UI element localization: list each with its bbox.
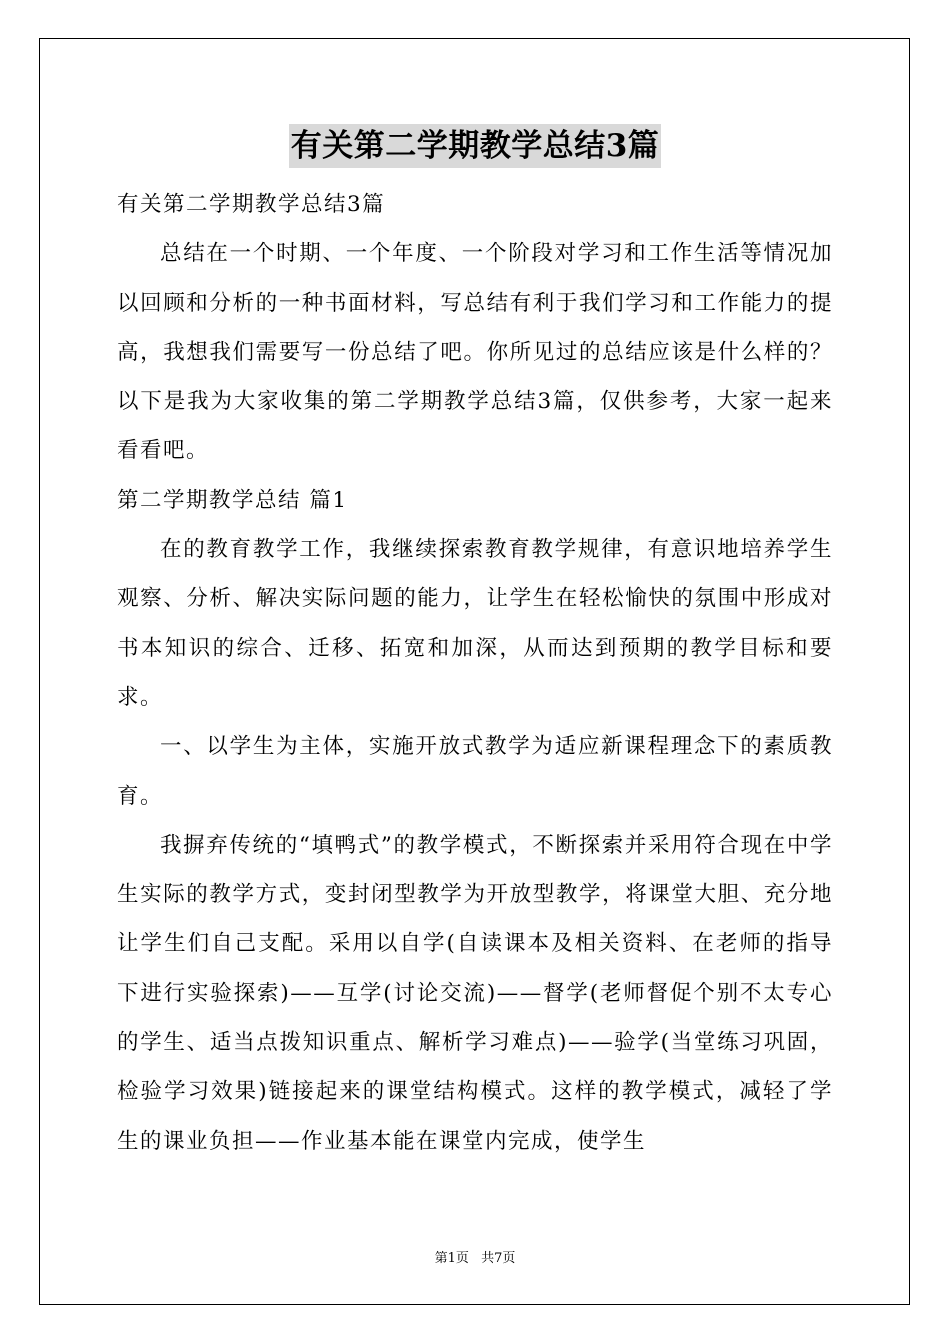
paragraph: 在的教育教学工作，我继续探索教育教学规律，有意识地培养学生观察、分析、解决实际问题的能力，让学生在轻松愉快的氛围中形成对书本知识的综合、迁移、拓宽和加深，从而达到预期的教学目标和要求。	[117, 537, 833, 710]
document-title: 有关第二学期教学总结3篇	[289, 124, 662, 168]
page-number: 第1页	[434, 1251, 469, 1266]
section-heading: 第二学期教学总结 篇1	[117, 487, 348, 513]
paragraph: 我摒弃传统的“填鸭式”的教学模式，不断探索并采用符合现在中学生实际的教学方式，变封闭型教学为开放型教学，将课堂大胆、充分地让学生们自己支配。采用以自学(自读课本及相关资料、在老师的指导下进行实验探索)——互学(讨论交流)——督学(老师督促个别不太专心的学生、适当点拨知识重点、解析学习难点)——验学(当堂练习巩固，检验学习效果)链接起来的课堂结构模式。这样的教学模式，减轻了学生的课业负担——作业基本能在课堂内完成，使学生	[117, 832, 833, 1154]
page-footer	[0, 1247, 950, 1266]
paragraph-subtitle: 有关第二学期教学总结3篇	[117, 192, 386, 217]
title-container	[0, 124, 950, 168]
page-total: 共7页	[481, 1251, 516, 1266]
paragraph: 一、以学生为主体，实施开放式教学为适应新课程理念下的素质教育。	[117, 734, 833, 809]
document-body	[117, 180, 833, 1166]
paragraph-intro: 总结在一个时期、一个年度、一个阶段对学习和工作生活等情况加以回顾和分析的一种书面材料，写总结有利于我们学习和工作能力的提高，我想我们需要写一份总结了吧。你所见过的总结应该是什么样的？以下是我为大家收集的第二学期教学总结3篇，仅供参考，大家一起来看看吧。	[117, 241, 833, 464]
